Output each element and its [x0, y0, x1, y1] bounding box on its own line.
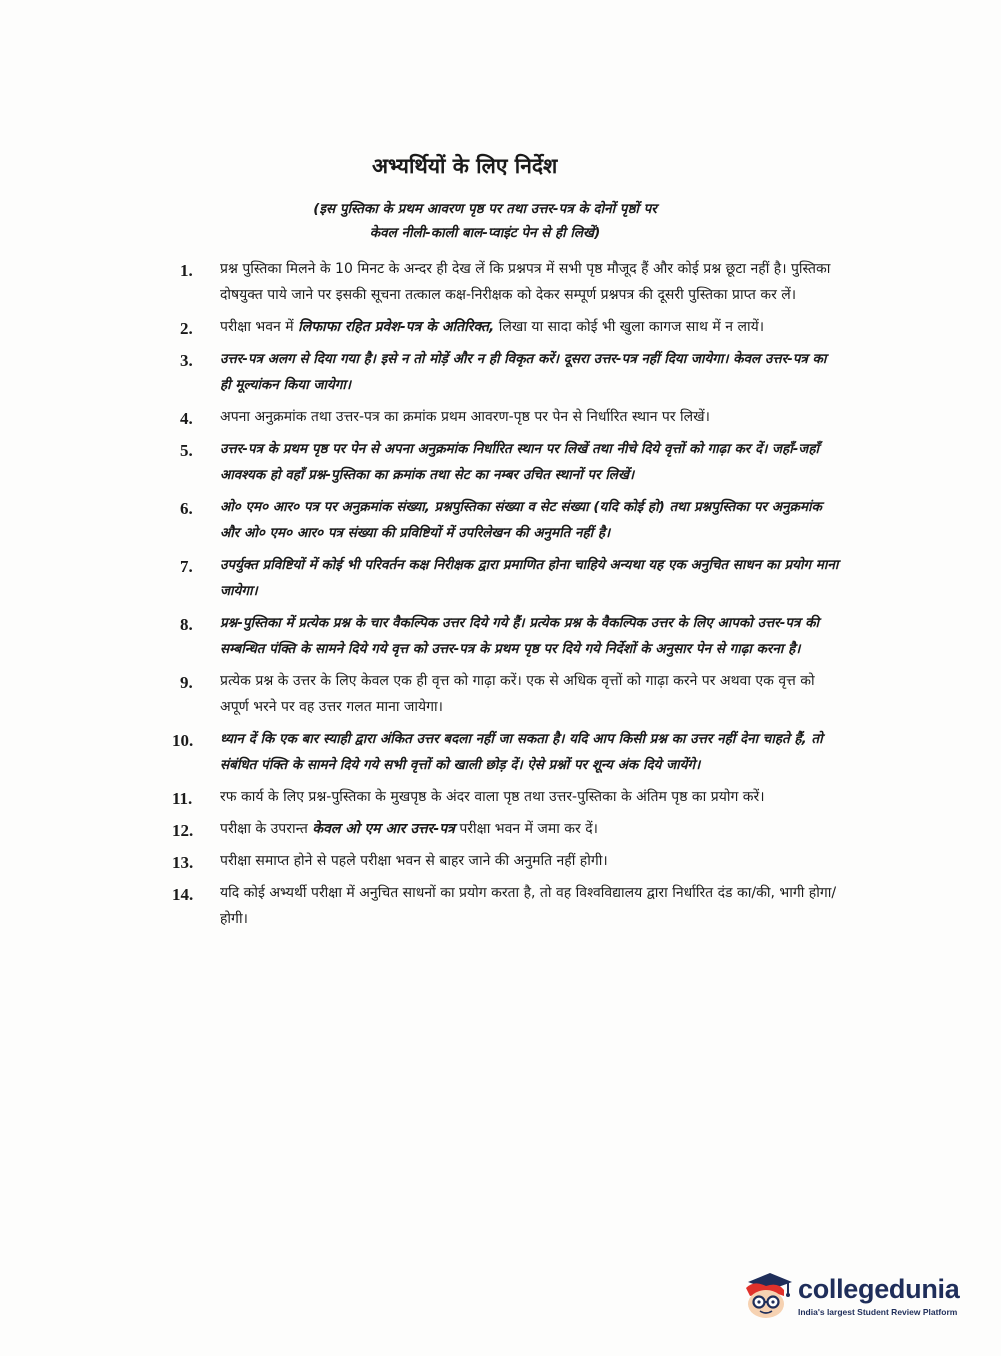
- instruction-text: [220, 821, 598, 837]
- instruction-text-part: परीक्षा भवन में: [220, 319, 299, 335]
- instruction-number: 5.: [180, 441, 193, 460]
- instruction-text: प्रश्न-पुस्तिका में प्रत्येक प्रश्न के चार वैकल्पिक उत्तर दिये गये हैं। प्रत्येक प्रश्न के वैकल्पिक उत्तर के लिए आपको उत्तर-पत्र की सम्बन्धित पंक्ति के सामने दिये गये वृत्त को उत्तर-पत्र के प्रथम पृष्ठ पर दिये गये निर्देशों के अनुसार पेन से गाढ़ा करना है।: [220, 615, 819, 657]
- instruction-number: 11.: [172, 789, 193, 808]
- instruction-text: [220, 319, 764, 335]
- instruction-item-6: [180, 494, 840, 546]
- instruction-item-11: [172, 784, 840, 810]
- instruction-item-13: [172, 848, 840, 874]
- instruction-text: ध्यान दें कि एक बार स्याही द्वारा अंकित उत्तर बदला नहीं जा सकता है। यदि आप किसी प्रश्न का उत्तर नहीं देना चाहते हैं, तो संबंधित पंक्ति के सामने दिये गये सभी वृत्तों को खाली छोड़ दें। ऐसे प्रश्नों पर शून्य अंक दिये जायेंगे।: [220, 731, 823, 773]
- logo-wordmark: collegedunia: [798, 1274, 960, 1304]
- instruction-text: यदि कोई अभ्यर्थी परीक्षा में अनुचित साधनों का प्रयोग करता है, तो वह विश्वविद्यालय द्वारा निर्धारित दंड का/की, भागी होगा/होगी।: [220, 885, 837, 927]
- instruction-number: 6.: [180, 499, 193, 518]
- instruction-item-12: [172, 816, 840, 842]
- instruction-text: ओ० एम० आर० पत्र पर अनुक्रमांक संख्या, प्रश्नपुस्तिका संख्या व सेट संख्या (यदि कोई हो) तथा प्रश्नपुस्तिका पर अनुक्रमांक और ओ० एम० आर० पत्र संख्या की प्रविष्टियों में उपरिलेखन की अनुमति नहीं है।: [220, 499, 822, 541]
- instruction-list: [172, 256, 840, 938]
- page-title: अभ्यर्थियों के लिए निर्देश: [372, 154, 558, 178]
- instruction-number: 9.: [180, 673, 193, 692]
- instruction-number: 4.: [180, 409, 193, 428]
- mascot-icon: [740, 1268, 794, 1320]
- page-subtitle: [250, 197, 720, 245]
- instruction-text: रफ कार्य के लिए प्रश्न-पुस्तिका के मुखपृष्ठ के अंदर वाला पृष्ठ तथा उत्तर-पुस्तिका के अंतिम पृष्ठ का प्रयोग करें।: [220, 789, 765, 805]
- instruction-number: 13.: [172, 853, 194, 872]
- instruction-item-10: [172, 726, 840, 778]
- subtitle-line-1: (इस पुस्तिका के प्रथम आवरण पृष्ठ पर तथा उत्तर-पत्र के दोनों पृष्ठों पर: [313, 201, 657, 217]
- instruction-item-8: [180, 610, 840, 662]
- instruction-item-14: [172, 880, 840, 932]
- instruction-text: उपर्युक्त प्रविष्टियों में कोई भी परिवर्तन कक्ष निरीक्षक द्वारा प्रमाणित होना चाहिये अन्यथा यह एक अनुचित साधन का प्रयोग माना जायेगा।: [220, 557, 839, 599]
- instruction-text-part: परीक्षा के उपरान्त: [220, 821, 313, 837]
- instruction-text: परीक्षा समाप्त होने से पहले परीक्षा भवन से बाहर जाने की अनुमति नहीं होगी।: [220, 853, 608, 869]
- instruction-item-3: [180, 346, 840, 398]
- instruction-number: 8.: [180, 615, 193, 634]
- instruction-text-emphasis: लिफाफा रहित प्रवेश-पत्र के अतिरिक्त,: [298, 319, 495, 335]
- instruction-number: 1.: [180, 261, 193, 280]
- logo-tagline: India's largest Student Review Platform: [798, 1307, 958, 1317]
- instruction-item-5: [180, 436, 840, 488]
- instruction-item-9: [180, 668, 840, 720]
- instruction-text-emphasis: केवल ओ एम आर उत्तर-पत्र: [312, 821, 455, 837]
- instruction-text: उत्तर-पत्र के प्रथम पृष्ठ पर पेन से अपना अनुक्रमांक निर्धारित स्थान पर लिखें तथा नीचे दिये वृत्तों को गाढ़ा कर दें। जहाँ-जहाँ आवश्यक हो वहाँ प्रश्न-पुस्तिका का क्रमांक तथा सेट का नम्बर उचित स्थानों पर लिखें।: [220, 441, 819, 483]
- instruction-number: 2.: [180, 319, 193, 338]
- instruction-number: 3.: [180, 351, 193, 370]
- subtitle-line-2: केवल नीली-काली बाल-प्वाइंट पेन से ही लिखें): [369, 225, 601, 241]
- instruction-text: अपना अनुक्रमांक तथा उत्तर-पत्र का क्रमांक प्रथम आवरण-पृष्ठ पर पेन से निर्धारित स्थान पर लिखें।: [220, 409, 710, 425]
- instruction-number: 10.: [172, 731, 194, 750]
- instruction-text: प्रत्येक प्रश्न के उत्तर के लिए केवल एक ही वृत्त को गाढ़ा करें। एक से अधिक वृत्तों को गाढ़ा करने पर अथवा एक वृत्त को अपूर्ण भरने पर वह उत्तर गलत माना जायेगा।: [220, 673, 815, 715]
- instruction-text: प्रश्न पुस्तिका मिलने के 10 मिनट के अन्दर ही देख लें कि प्रश्नपत्र में सभी पृष्ठ मौजूद हैं और कोई प्रश्न छूटा नहीं है। पुस्तिका दोषयुक्त पाये जाने पर इसकी सूचना तत्काल कक्ष-निरीक्षक को देकर सम्पूर्ण प्रश्नपत्र की दूसरी पुस्तिका प्राप्त कर लें।: [220, 261, 831, 303]
- instruction-item-7: [180, 552, 840, 604]
- instruction-item-2: [180, 314, 840, 340]
- instruction-number: 14.: [172, 885, 194, 904]
- instruction-item-4: [180, 404, 840, 430]
- instruction-text: उत्तर-पत्र अलग से दिया गया है। इसे न तो मोड़ें और न ही विकृत करें। दूसरा उत्तर-पत्र नहीं दिया जायेगा। केवल उत्तर-पत्र का ही मूल्यांकन किया जायेगा।: [220, 351, 827, 393]
- instruction-text-part: परीक्षा भवन में जमा कर दें।: [454, 821, 598, 837]
- instruction-item-1: [180, 256, 840, 308]
- collegedunia-logo: [740, 1266, 970, 1326]
- instruction-text-part: लिखा या सादा कोई भी खुला कागज साथ में न लायें।: [494, 319, 765, 335]
- instruction-number: 7.: [180, 557, 193, 576]
- instruction-number: 12.: [172, 821, 194, 840]
